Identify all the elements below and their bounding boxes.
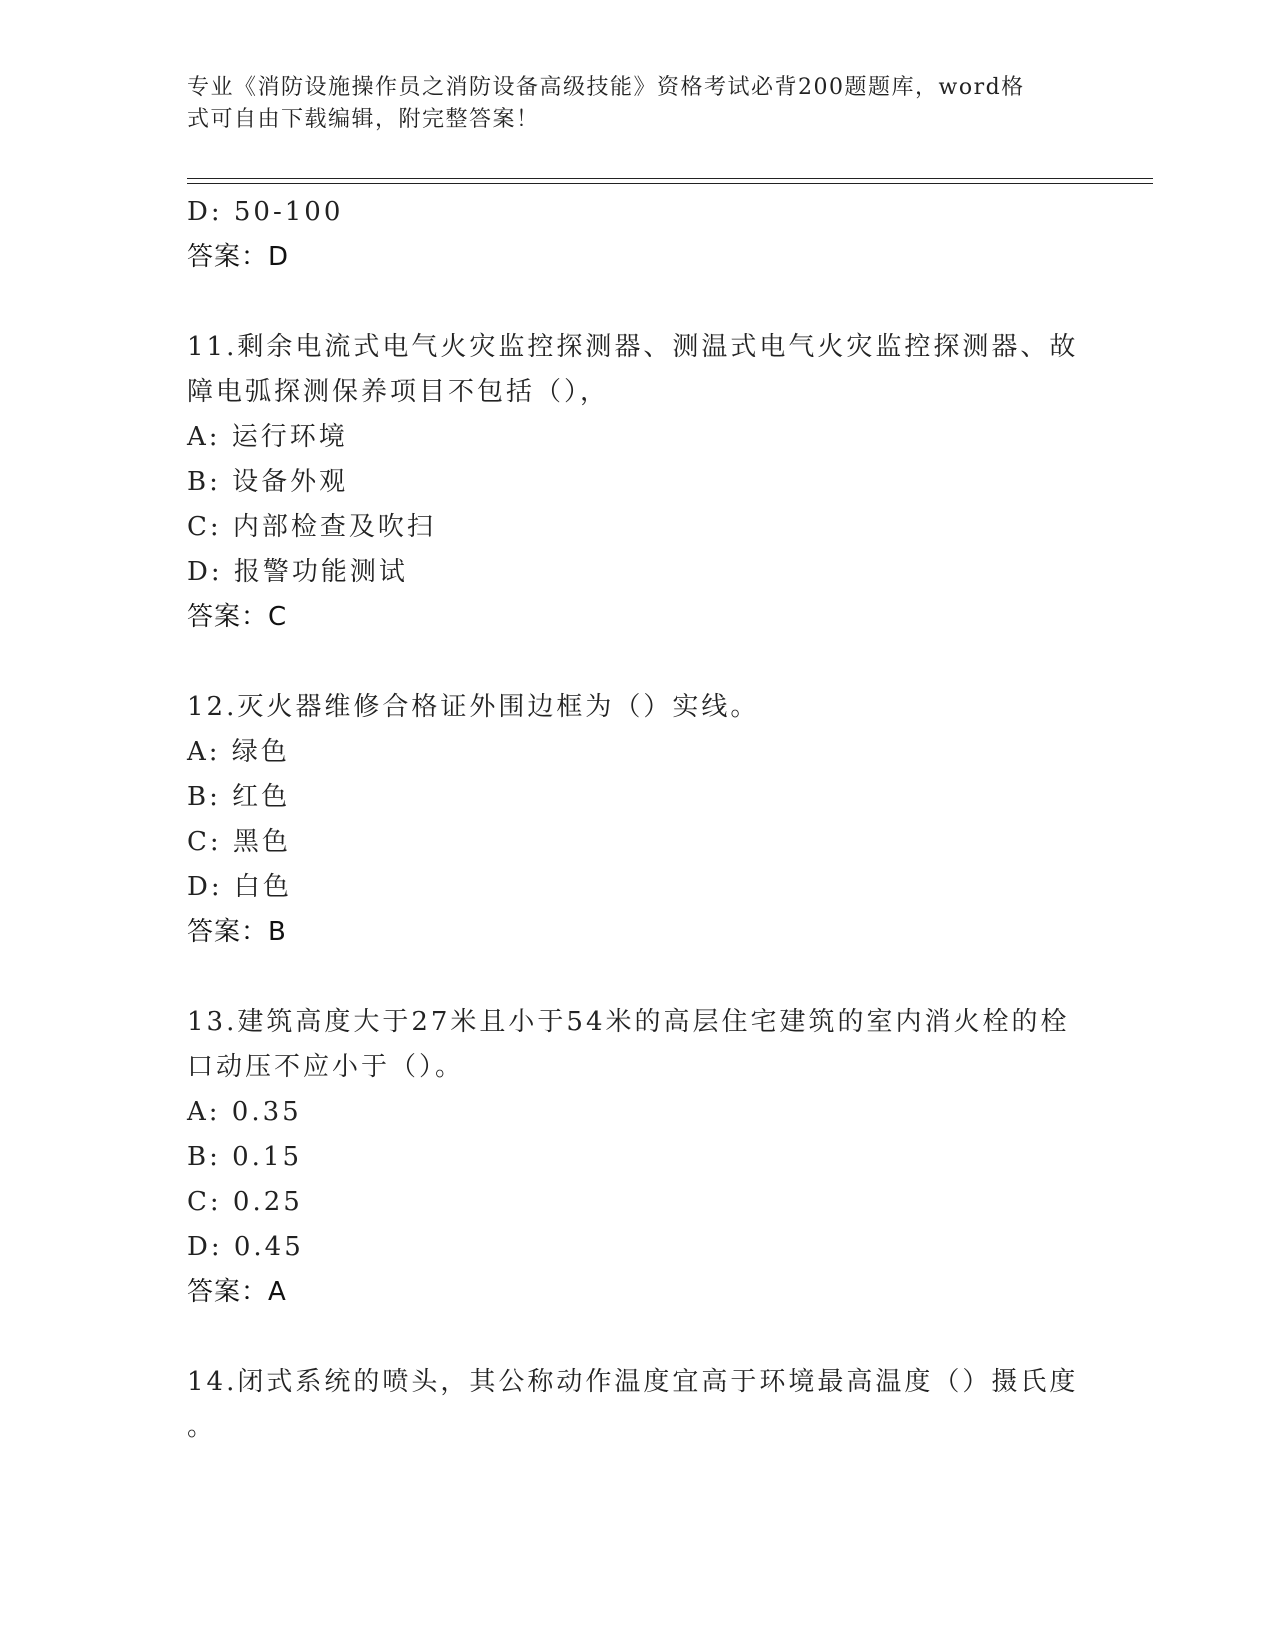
- option-d: D: 白色: [187, 872, 292, 902]
- question-text-line: 14.闭式系统的喷头，其公称动作温度宜高于环境最高温度（）摄氏度: [187, 1367, 1079, 1397]
- answer-line: 答案：B: [187, 917, 287, 947]
- document-body: [187, 190, 1087, 1450]
- header-title-line-2: 式可自由下载编辑，附完整答案！: [187, 107, 540, 132]
- option-a: A: 绿色: [187, 737, 290, 767]
- document-header: [187, 72, 1067, 136]
- question-14: [187, 1360, 1087, 1450]
- answer-line: 答案：A: [187, 1277, 287, 1307]
- option-c: C: 内部检查及吹扫: [187, 512, 436, 542]
- option-d: D: 50-100: [187, 197, 344, 227]
- option-a: A: 运行环境: [187, 422, 348, 452]
- spacer: [187, 640, 1087, 685]
- answer-line: 答案：C: [187, 602, 288, 632]
- question-text-line: 11.剩余电流式电气火灾监控探测器、测温式电气火灾监控探测器、故: [187, 332, 1079, 362]
- header-divider-bottom: [187, 183, 1153, 184]
- question-text-line: 12.灭火器维修合格证外围边框为（）实线。: [187, 692, 760, 722]
- option-b: B: 红色: [187, 782, 291, 812]
- answer-line: 答案：D: [187, 242, 290, 272]
- option-c: C: 黑色: [187, 827, 291, 857]
- question-text-line: 口动压不应小于（）。: [187, 1052, 465, 1082]
- option-c: C: 0.25: [187, 1187, 303, 1217]
- question-text-line: 。: [187, 1412, 217, 1442]
- option-b: B: 设备外观: [187, 467, 349, 497]
- option-b: B: 0.15: [187, 1142, 303, 1172]
- question-13: [187, 1000, 1087, 1315]
- spacer: [187, 1315, 1087, 1360]
- question-text-line: 障电弧探测保养项目不包括（），: [187, 377, 610, 407]
- option-a: A: 0.35: [187, 1097, 302, 1127]
- spacer: [187, 280, 1087, 325]
- option-d: D: 0.45: [187, 1232, 304, 1262]
- header-title-line-1: 专业《消防设施操作员之消防设备高级技能》资格考试必背200题题库，word格: [187, 75, 1025, 100]
- spacer: [187, 955, 1087, 1000]
- question-12: [187, 685, 1087, 955]
- header-divider-top: [187, 178, 1153, 179]
- question-text-line: 13.建筑高度大于27米且小于54米的高层住宅建筑的室内消火栓的栓: [187, 1007, 1070, 1037]
- question-11: [187, 325, 1087, 640]
- option-d: D: 报警功能测试: [187, 557, 408, 587]
